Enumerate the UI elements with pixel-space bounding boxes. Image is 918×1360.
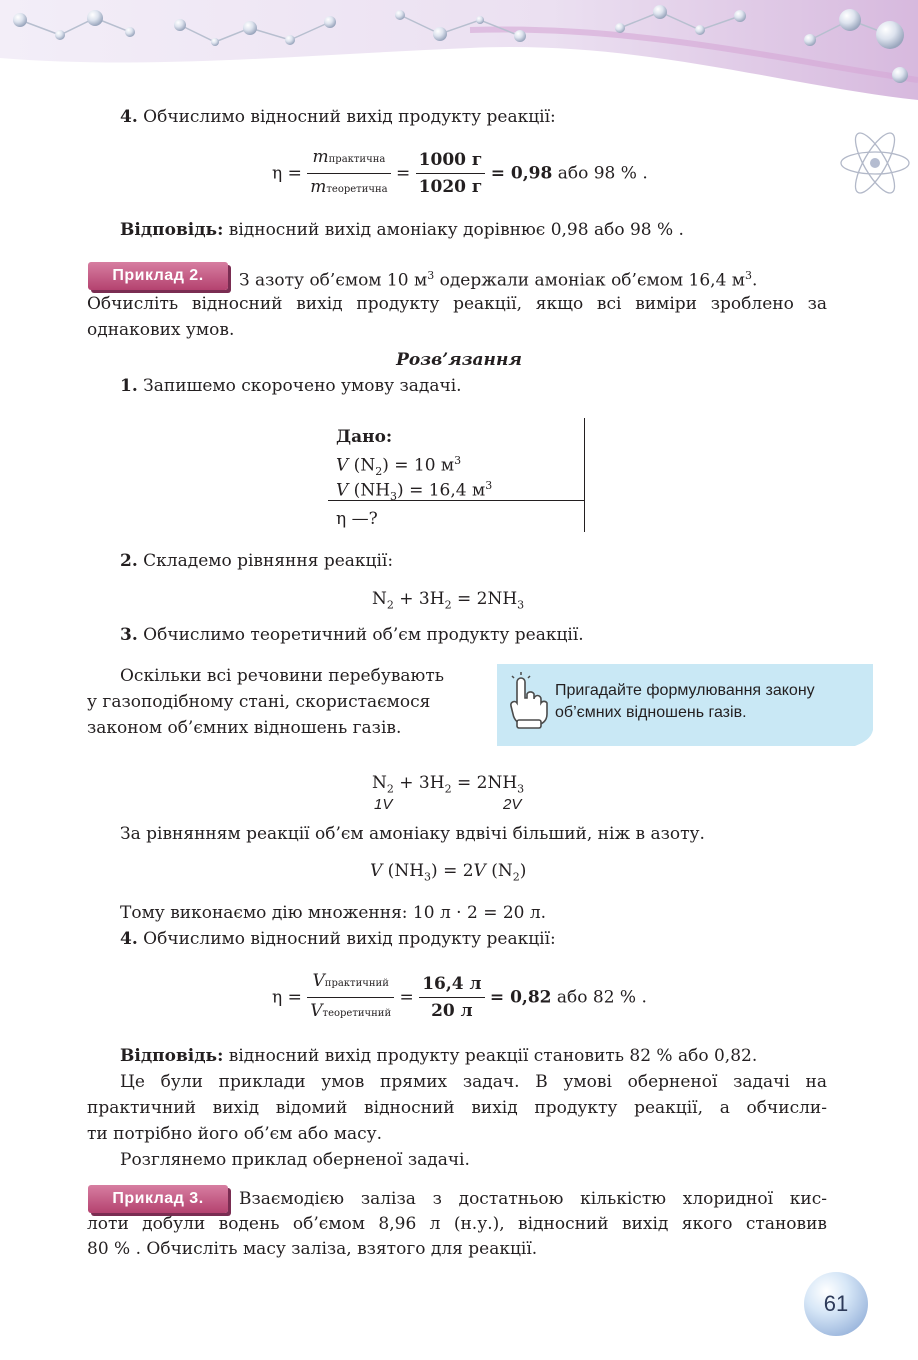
gas-paragraph-line3: законом об’ємних відношень газів. — [87, 718, 402, 738]
example-3-line1: Взаємодією заліза з достатньою кількістю хлоридної кис- — [239, 1189, 827, 1209]
subscript: 3 — [390, 490, 398, 504]
example-3-badge: Приклад 3. — [88, 1185, 228, 1213]
volume-symbol: V — [336, 455, 349, 476]
volume-symbol: V — [312, 971, 325, 991]
subscript: 3 — [517, 598, 525, 612]
equals-sign: = — [399, 987, 414, 1008]
denominator-value: 1020 г — [418, 177, 483, 197]
answer-label: Відповідь: — [120, 220, 224, 240]
hint-corner-fold — [847, 730, 873, 746]
answer-1 — [120, 217, 684, 243]
step-number: 4. — [120, 107, 138, 127]
mass-symbol: m — [310, 177, 327, 197]
equals-sign: = — [287, 163, 302, 184]
reaction-equation-2 — [372, 770, 524, 802]
subscript: 2 — [444, 782, 452, 796]
equals-sign: = — [287, 987, 302, 1008]
yield-formula-mass — [272, 146, 648, 201]
subscript-practical: практичний — [324, 978, 389, 989]
given-find: η —? — [336, 509, 378, 529]
answer-label: Відповідь: — [120, 1046, 224, 1066]
step-number: 1. — [120, 376, 138, 396]
numerator-value: 16,4 л — [419, 973, 484, 998]
text-part: + 3H — [393, 589, 445, 609]
step-text: Складемо рівняння реакції: — [143, 551, 394, 571]
superscript: 3 — [454, 454, 462, 467]
answer-text: відносний вихід амоніаку дорівнює 0,98 або 98 % . — [228, 220, 684, 240]
text-part: ) = 10 м — [382, 455, 455, 476]
direct-paragraph-line1: Це були приклади умов прямих задач. В умові оберненої задачі на — [120, 1072, 827, 1092]
text-part: = 2NH — [451, 773, 518, 793]
equals-sign: = — [396, 163, 411, 184]
answer-2 — [120, 1043, 757, 1069]
fraction-numeric — [416, 149, 486, 198]
direct-paragraph-line2: практичний вихід відомий відносний вихід продукту реакції, а обчисли- — [87, 1098, 827, 1118]
step-1 — [120, 373, 462, 399]
example-3-line3: 80 % . Обчисліть масу заліза, взятого для реакції. — [87, 1239, 538, 1259]
ratio-paragraph: За рівнянням реакції об’єм амоніаку вдвічі більший, ніж в азоту. — [120, 824, 705, 844]
subscript: 2 — [386, 598, 394, 612]
gas-paragraph-line2: у газоподібному стані, скористаємося — [87, 692, 431, 712]
step-2 — [120, 548, 393, 574]
result-value: = 0,98 — [490, 163, 553, 184]
volume-label-2v: 2V — [503, 796, 522, 813]
numerator-value: 1000 г — [416, 149, 486, 174]
example-3-line2: лоти добули водень об’ємом 8,96 л (н.у.), відносний вихід якого становив — [87, 1214, 827, 1234]
subscript: 3 — [517, 782, 525, 796]
text-part: ) = 2 — [431, 861, 474, 881]
volume-equation — [370, 858, 526, 890]
inverse-paragraph: Розглянемо приклад оберненої задачі. — [120, 1150, 470, 1170]
hint-line1: Пригадайте формулювання закону — [555, 682, 815, 699]
superscript: 3 — [485, 479, 493, 492]
text-part: (N — [485, 861, 513, 881]
subscript: 2 — [444, 598, 452, 612]
step-number: 2. — [120, 551, 138, 571]
text-part: + 3H — [393, 773, 445, 793]
denominator-value: 20 л — [431, 1001, 473, 1021]
hint-text — [555, 680, 815, 724]
volume-label-1v: 1V — [374, 796, 393, 813]
hint-line2: об’ємних відношень газів. — [555, 704, 747, 721]
step-text: Обчислимо відносний вихід продукту реакції: — [143, 929, 556, 949]
step-text: Обчислимо відносний вихід продукту реакції: — [143, 107, 556, 127]
given-box — [328, 418, 588, 532]
subscript-practical: практична — [328, 154, 386, 165]
given-title: Дано: — [336, 427, 393, 447]
text-part: . — [752, 270, 758, 291]
direct-paragraph-line3: ти потрібно його об’єм або масу. — [87, 1124, 383, 1144]
eta-symbol: η — [272, 163, 283, 184]
text-part: N — [372, 589, 387, 609]
eta-symbol: η — [272, 987, 283, 1008]
mass-symbol: m — [312, 147, 329, 167]
fraction-numeric — [419, 973, 484, 1022]
text-part: ) — [519, 861, 527, 881]
volume-symbol: V — [370, 861, 383, 881]
text-part: одержали амоніак об’ємом 16,4 м — [434, 270, 746, 291]
step-4-second — [120, 926, 556, 952]
page-number: 61 — [804, 1272, 868, 1336]
text-part: N — [372, 773, 387, 793]
subscript-theoretical: теоретична — [326, 184, 388, 195]
fraction-symbolic — [307, 146, 390, 201]
text-part: (NH — [382, 861, 425, 881]
molecule-header-decoration — [0, 0, 918, 110]
text-part: З азоту об’ємом 10 м — [239, 270, 428, 291]
superscript: 3 — [745, 269, 753, 282]
multiplication-paragraph: Тому виконаємо дію множення: 10 л · 2 = 20 л. — [120, 903, 547, 923]
solution-title: Розв’язання — [396, 350, 522, 370]
result-value: = 0,82 — [489, 987, 552, 1008]
step-text: Обчислимо теоретичний об’єм продукту реакції. — [143, 625, 584, 645]
text-part: (N — [348, 455, 376, 476]
answer-text: відносний вихід продукту реакції становить 82 % або 0,82. — [228, 1046, 758, 1066]
step-4-first — [120, 104, 556, 130]
gas-paragraph-line1: Оскільки всі речовини перебувають — [120, 666, 444, 686]
subscript: 2 — [512, 870, 520, 884]
step-number: 4. — [120, 929, 138, 949]
result-percent: або 82 % . — [556, 987, 647, 1008]
example-2-line3: однакових умов. — [87, 320, 235, 340]
subscript: 3 — [424, 870, 432, 884]
result-percent: або 98 % . — [557, 163, 648, 184]
given-vertical-line — [584, 418, 585, 532]
text-part: ) = 16,4 м — [397, 480, 486, 501]
step-number: 3. — [120, 625, 138, 645]
step-text: Запишемо скорочено умову задачі. — [143, 376, 462, 396]
volume-symbol: V — [336, 480, 349, 501]
volume-symbol: V — [310, 1001, 323, 1021]
reaction-equation-1 — [372, 586, 524, 618]
example-2-line2: Обчисліть відносний вихід продукту реакції, якщо всі виміри зроблено за — [87, 294, 827, 314]
given-row-nh3 — [336, 473, 492, 510]
example-2-badge: Приклад 2. — [88, 262, 228, 290]
example-2-line1 — [239, 263, 757, 294]
superscript: 3 — [427, 269, 435, 282]
step-3 — [120, 622, 584, 648]
text-part: (NH — [348, 480, 391, 501]
hint-box — [497, 664, 873, 746]
text-part: = 2NH — [451, 589, 518, 609]
subscript: 2 — [375, 465, 383, 479]
subscript-theoretical: теоретичний — [322, 1008, 392, 1019]
fraction-symbolic — [307, 970, 394, 1025]
volume-symbol: V — [473, 861, 486, 881]
subscript: 2 — [386, 782, 394, 796]
yield-formula-volume — [272, 970, 647, 1025]
atom-decoration — [836, 128, 914, 198]
pointing-hand-icon — [505, 670, 549, 730]
